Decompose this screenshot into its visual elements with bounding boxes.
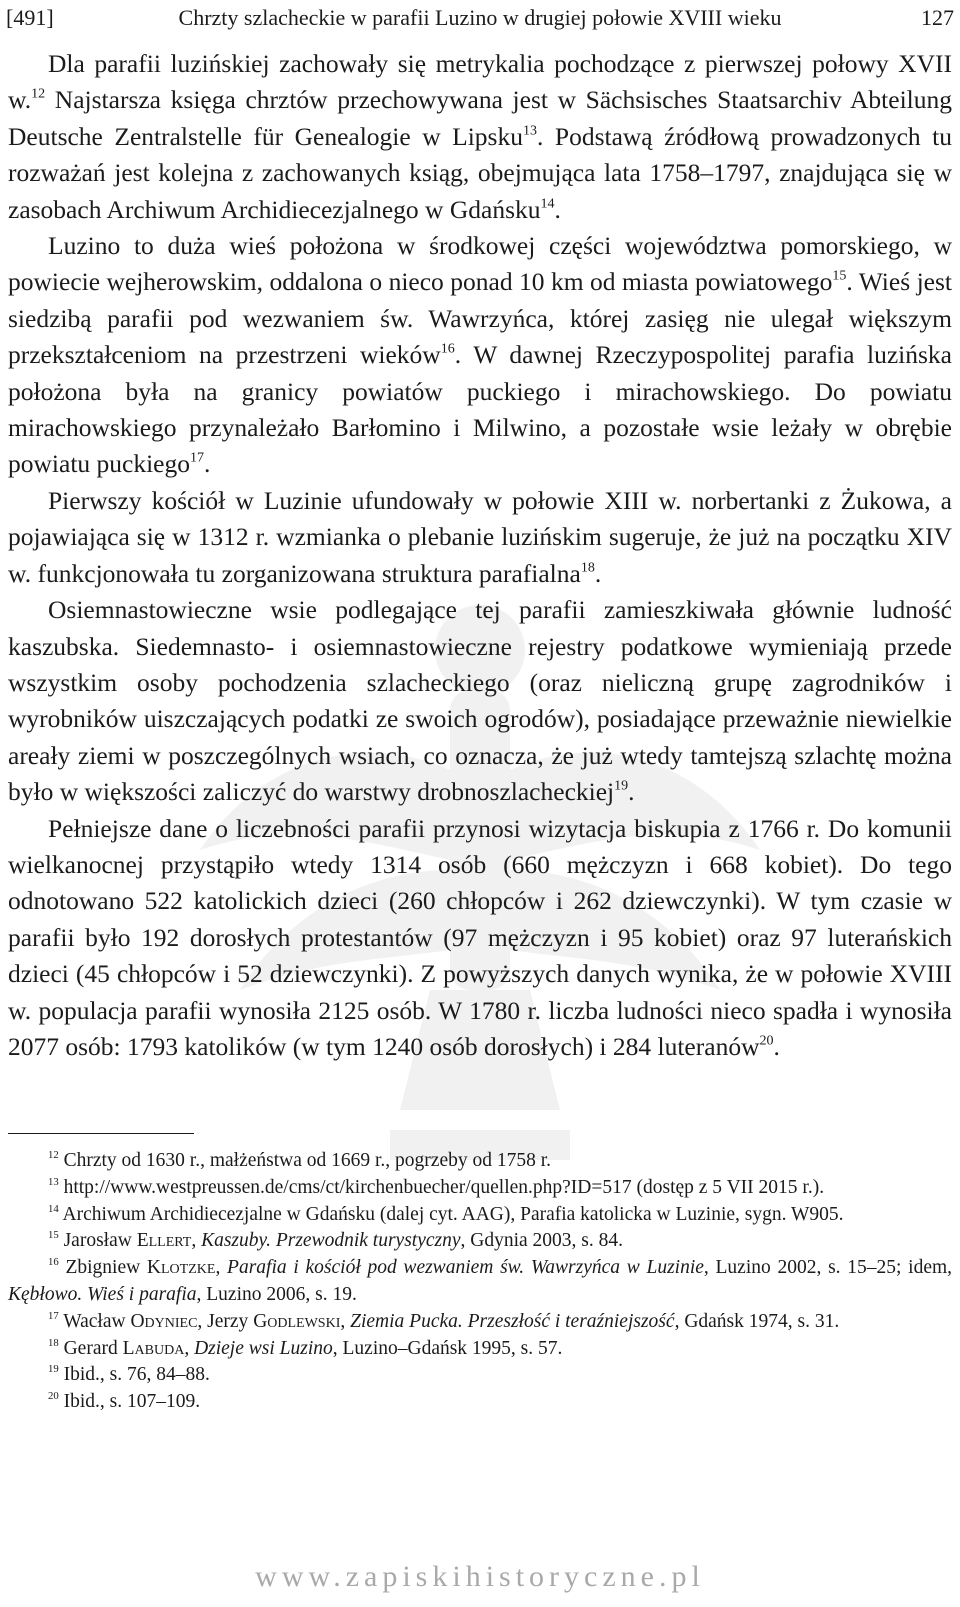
- running-header: [6, 2, 954, 34]
- footnote-13: $^{13}$ http://www.westpreussen.de/cms/ct/kirchenbuecher/quellen.php?ID=517 (dostęp z 5 VII 2015 r.).: [48, 1175, 825, 1198]
- footer-website[interactable]: www.zapiskihistoryczne.pl: [255, 1560, 705, 1593]
- footnote-ref-16[interactable]: 16: [440, 341, 455, 357]
- running-title: Chrzty szlacheckie w parafii Luzino w drugiej połowie XVIII wieku: [178, 5, 782, 30]
- footnote-15: $^{15}$ Jarosław Ellert, Kaszuby. Przewodnik turystyczny, Gdynia 2003, s. 84.: [48, 1229, 624, 1252]
- footnote-ref-18[interactable]: 18: [580, 560, 595, 576]
- footnote-19: $^{19}$ Ibid., s. 76, 84–88.: [48, 1363, 210, 1386]
- paragraph-2: Luzino to duża wieś położona w środkowej części województwa pomorskiego, w powiecie wejherowskim, oddalona o nieco ponad 10 km od miasta powiatowego$^{15}$. Wieś jest siedzibą parafii pod wezwaniem św. Wawrzyńca, której zasięg nie ulegał większym przekształceniom na przestrzeni wieków$^{16}$. W dawnej Rzeczypospolitej parafia luzińska położona była na granicy powiatów puckiego i mirachowskiego. Do powiatu mirachowskiego przynależało Barłomino i Milwino, a pozostałe wsie leżały w obrębie powiatu puckiego$^{17}$.: [8, 231, 952, 479]
- footnote-separator: [8, 1133, 194, 1134]
- source-url[interactable]: http://www.westpreussen.de/cms/ct/kirchenbuecher/quellen.php?ID=517 (dostęp z 5 VII 2015 r.).: [63, 1176, 825, 1198]
- paragraph-1: Dla parafii luzińskiej zachowały się metrykalia pochodzące z pierwszej połowy XVII w.$^{12}$ Najstarsza księga chrztów przechowywana jest w Sächsisches Staatsarchiv Abteilung Deutsche Zentralstelle für Genealogie w Lipsku$^{13}$. Podstawą źródłową prowadzonych tu rozważań jest kolejna z zachowanych ksiąg, obejmująca lata 1758–1797, znajdująca się w zasobach Archiwum Archidiecezjalnego w Gdańsku$^{14}$.: [8, 49, 952, 224]
- footnote-ref-14[interactable]: 14: [540, 196, 555, 212]
- footnote-ref-17[interactable]: 17: [190, 450, 205, 466]
- paragraph-5: Pełniejsze dane o liczebności parafii przynosi wizytacja biskupia z 1766 r. Do komunii wielkanocnej przystąpiło wtedy 1314 osób (660 mężczyzn i 668 kobiet). Do tego odnotowano 522 katolickich dzieci (260 chłopców i 262 dziewczynki). W tym czasie w parafii było 192 dorosłych protestantów (97 mężczyzn i 95 kobiet) oraz 97 luterańskich dzieci (45 chłopców i 52 dziewczynki). Z powyższych danych wynika, że w połowie XVIII w. populacja parafii wynosiła 2125 osób. W 1780 r. liczba ludności nieco spadła i wynosiła 2077 osób: 1793 katolików (w tym 1240 osób dorosłych) i 284 luteranów$^{20}$.: [8, 813, 952, 1061]
- footnote-ref-15[interactable]: 15: [832, 268, 847, 284]
- footnote-12: $^{12}$ Chrzty od 1630 r., małżeństwa od 1669 r., pogrzeby od 1758 r.: [48, 1148, 552, 1171]
- footnote-17: $^{17}$ Wacław Odyniec, Jerzy Godlewski, Ziemia Pucka. Przeszłość i teraźniejszość, Gdańsk 1974, s. 31.: [48, 1309, 840, 1332]
- footnote-16: $^{16}$ Zbigniew Klotzke, Parafia i kościół pod wezwaniem św. Wawrzyńca w Luzinie, Luzino 2002, s. 15–25; idem, Kębłowo. Wieś i parafia, Luzino 2006, s. 19.: [8, 1256, 953, 1305]
- page-number: 127: [921, 5, 954, 30]
- footnote-ref-12[interactable]: 12: [31, 86, 46, 102]
- footnote-14: $^{14}$ Archiwum Archidiecezjalne w Gdańsku (dalej cyt. AAG), Parafia katolicka w Luzinie, sygn. W905.: [48, 1202, 844, 1225]
- page-reference: [491]: [6, 5, 54, 30]
- footnote-ref-20[interactable]: 20: [759, 1033, 774, 1049]
- paragraph-4: Osiemnastowieczne wsie podlegające tej parafii zamieszkiwała głównie ludność kaszubska. Siedemnasto- i osiemnastowieczne rejestry podatkowe wymieniają przede wszystkim osoby pochodzenia szlacheckiego (oraz nieliczną grupę zagrodników i wyrobników uiszczających podatki ze swoich ogrodów), posiadające przeważnie niewielkie areały ziemi w poszczególnych wsiach, co oznacza, że już wtedy tamtejszą szlachtę można było w większości zaliczyć do warstwy drobnoszlacheckiej$^{19}$.: [8, 595, 952, 807]
- footnote-18: $^{18}$ Gerard Labuda, Dzieje wsi Luzino, Luzino–Gdańsk 1995, s. 57.: [48, 1336, 563, 1359]
- paragraph-3: Pierwszy kościół w Luzinie ufundowały w połowie XIII w. norbertanki z Żukowa, a pojawiająca się w 1312 r. wzmianka o plebanie luzińskim sugeruje, że już na początku XIV w. funkcjonowała tu zorganizowana struktura parafialna$^{18}$.: [8, 485, 952, 588]
- main-text: [8, 46, 952, 1065]
- footnote-20: $^{20}$ Ibid., s. 107–109.: [48, 1390, 201, 1413]
- footnote-ref-19[interactable]: 19: [614, 778, 629, 794]
- footnote-ref-13[interactable]: 13: [522, 123, 537, 139]
- footnotes: [8, 1148, 952, 1416]
